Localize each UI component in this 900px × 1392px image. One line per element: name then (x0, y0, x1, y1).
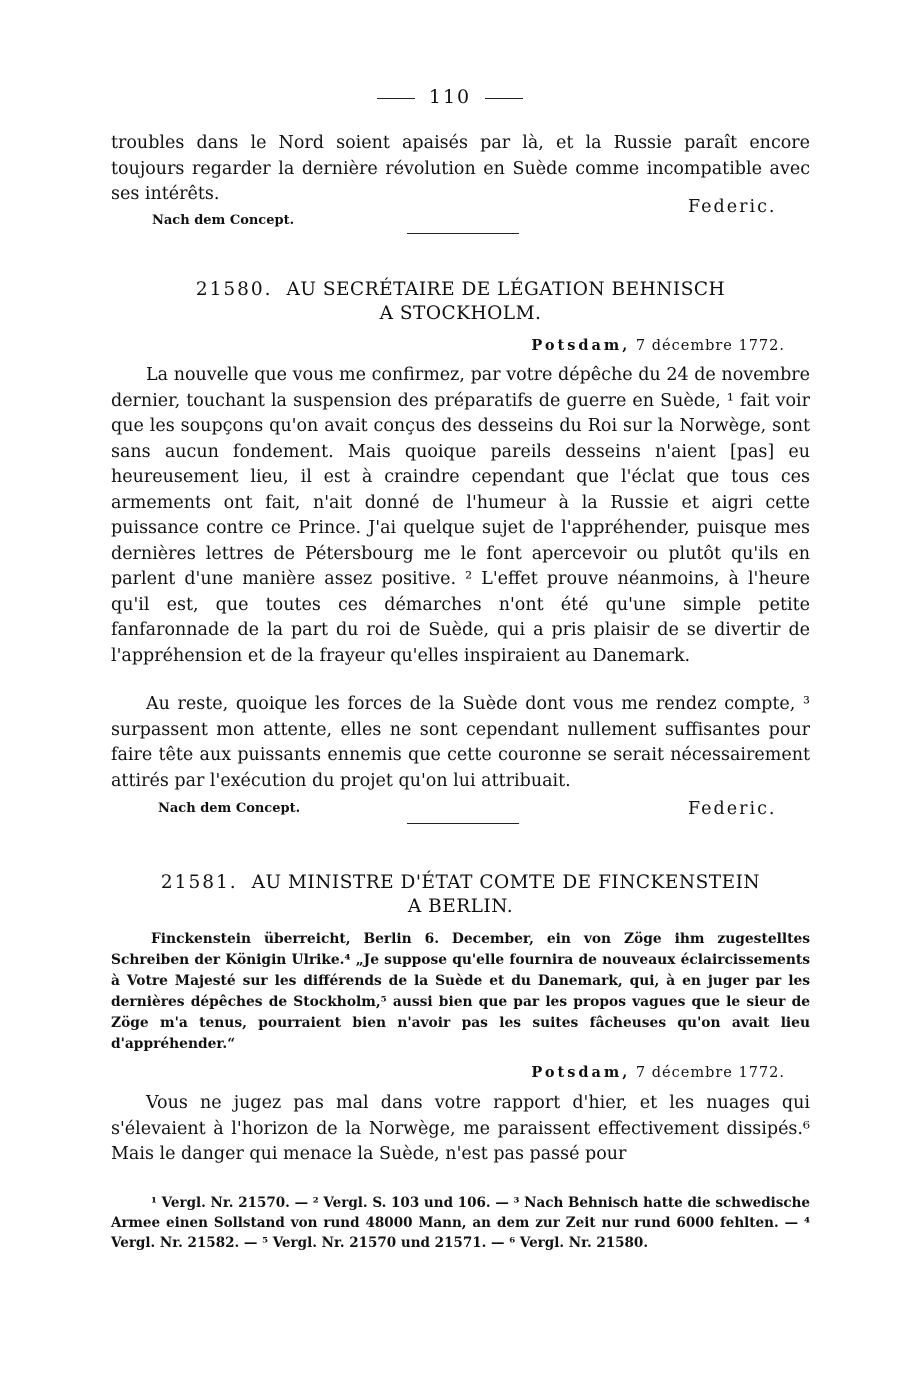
letter-21580-dateline (531, 337, 785, 354)
previous-letter-source: Nach dem Concept. (152, 213, 295, 228)
letter-21581-summary: Finckenstein überreicht, Berlin 6. December, ein von Zöge ihm zugestelltes Schreiben der Königin Ulrike.⁴ „Je suppose qu'elle fournira de nouveaux éclaircissements à Votre Majesté sur les différends de la Suède et du Danemark, qui, à en juger par les dernières dépêches de Stockholm,⁵ aussi bien que par les propos vagues que le sieur de Zöge m'a tenus, pourraient bien n'avoir pas les suites fâcheuses qu'on avait lieu d'appréhender.“ (111, 931, 810, 1052)
letter-21581-title-line1 (111, 871, 810, 895)
letter-21580-title-line2: A STOCKHOLM. (379, 303, 542, 324)
section-divider (407, 823, 519, 824)
letter-21580-date: 7 décembre 1772. (635, 338, 785, 354)
header-dash-left (377, 98, 415, 99)
letter-21580-source: Nach dem Concept. (158, 801, 301, 816)
letter-21581-number: 21581. (160, 872, 238, 893)
letter-21581-title: AU MINISTRE D'ÉTAT COMTE DE FINCKENSTEIN (251, 872, 761, 893)
letter-21581-dateline (531, 1064, 785, 1081)
letter-21581-title-line2: A BERLIN. (407, 896, 514, 917)
section-divider (407, 233, 519, 234)
page-number-header (0, 86, 900, 108)
previous-letter-signature: Federic. (688, 197, 777, 217)
letter-21580-place: Potsdam, (531, 337, 631, 354)
letter-21580-title: AU SECRÉTAIRE DE LÉGATION BEHNISCH (286, 279, 726, 300)
letter-21580-title-line1 (111, 278, 810, 302)
letter-21581-heading (111, 871, 810, 919)
letter-21580-signature: Federic. (688, 799, 777, 819)
footnotes: ¹ Vergl. Nr. 21570. — ² Vergl. S. 103 und 106. — ³ Nach Behnisch hatte die schwedische Armee einen Sollstand von rund 48000 Mann, an dem zur Zeit nur rund 6000 fehlten. — ⁴ Vergl. Nr. 21582. — ⁵ Vergl. Nr. 21570 und 21571. — ⁶ Vergl. Nr. 21580. (111, 1195, 810, 1251)
previous-letter-ending: troubles dans le Nord soient apaisés par là, et la Russie paraît encore toujours regarder la dernière révolution en Suède comme incompatible avec ses intérêts. (111, 133, 810, 204)
letter-21581-place: Potsdam, (531, 1064, 631, 1081)
letter-21581-date: 7 décembre 1772. (635, 1065, 785, 1081)
letter-21580-number: 21580. (195, 279, 273, 300)
letter-21581-paragraph-1: Vous ne jugez pas mal dans votre rapport d'hier, et les nuages qui s'élevaient à l'horizon de la Norwège, me paraissent effectivement dissipés.⁶ Mais le danger qui menace la Suède, n'est pas passé pour (111, 1093, 810, 1164)
letter-21580-heading (111, 278, 810, 326)
page-number: 110 (428, 86, 472, 108)
letter-21580-paragraph-2: Au reste, quoique les forces de la Suède dont vous me rendez compte, ³ surpassent mon attente, elles ne sont cependant nullement suffisantes pour faire tête aux puissants ennemis que cette couronne se serait nécessairement attirés par l'exécution du projet qu'on lui attribuait. (111, 694, 810, 791)
letter-21580-paragraph-1: La nouvelle que vous me confirmez, par votre dépêche du 24 de novembre dernier, touchant la suspension des préparatifs de guerre en Suède, ¹ fait voir que les soupçons qu'on avait conçus des desseins du Roi sur la Norwège, sont sans aucun fondement. Mais quoique pareils desseins n'aient [pas] eu heureusement lieu, il est à craindre cependant que l'éclat que tous ces armements ont fait, n'ait donné de l'humeur à la Russie et aigri cette puissance contre ce Prince. J'ai quelque sujet de l'appréhender, puisque mes dernières lettres de Pétersbourg me le font apercevoir ou plutôt qu'ils en parlent d'une manière assez positive. ² L'effet prouve néanmoins, à l'heure qu'il est, que toutes ces démarches n'ont été qu'une simple petite fanfaronnade de la part du roi de Suède, qui a pris plaisir de se divertir de l'appréhension et de la frayeur qu'elles inspiraient au Danemark. (111, 365, 810, 666)
header-dash-right (485, 98, 523, 99)
